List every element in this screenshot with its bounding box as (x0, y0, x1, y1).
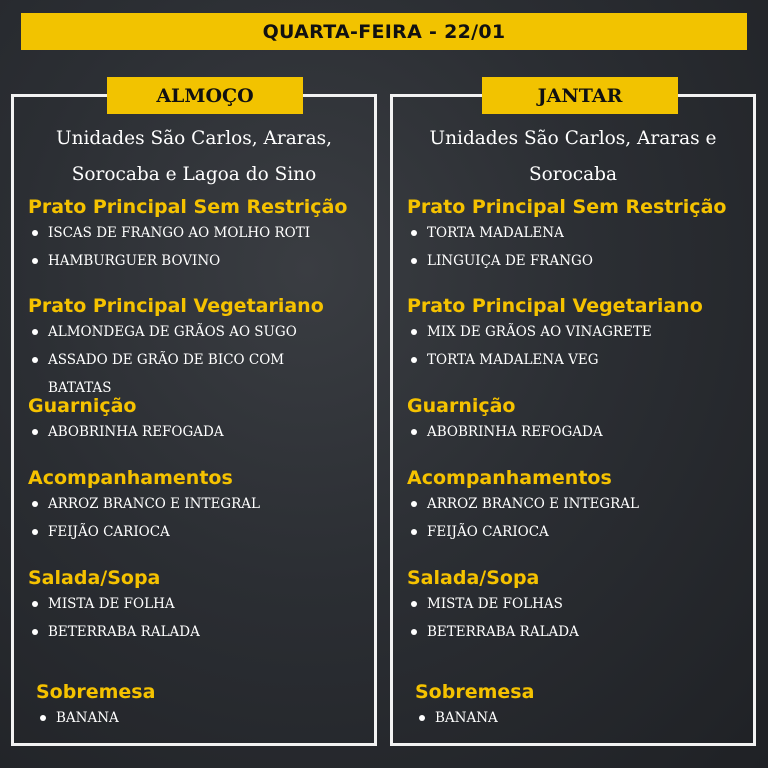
bullet-icon (32, 429, 38, 435)
dinner-section-dessert (415, 680, 747, 732)
section-title: Salada/Sopa (28, 567, 161, 589)
list-item: ISCAS DE FRANGO AO MOLHO ROTI (28, 219, 368, 247)
list-item: ARROZ BRANCO E INTEGRAL (407, 490, 747, 518)
list-item: BETERRABA RALADA (28, 618, 368, 646)
section-title: Prato Principal Vegetariano (28, 295, 324, 317)
lunch-section-veg (28, 294, 368, 402)
dinner-section-veg (407, 294, 747, 374)
dinner-section-side (407, 394, 747, 446)
section-title: Sobremesa (415, 681, 535, 703)
list-item: MISTA DE FOLHAS (407, 590, 747, 618)
bullet-icon (411, 329, 417, 335)
dinner-section-salad (407, 566, 747, 646)
bullet-icon (32, 501, 38, 507)
lunch-section-accomp (28, 466, 368, 546)
section-title: Prato Principal Sem Restrição (407, 196, 727, 218)
list-item: BANANA (415, 704, 747, 732)
bullet-icon (32, 230, 38, 236)
bullet-icon (411, 601, 417, 607)
bullet-icon (411, 357, 417, 363)
dinner-units-line2: Sorocaba (528, 164, 618, 185)
bullet-icon (32, 601, 38, 607)
dinner-tag (482, 77, 678, 114)
lunch-section-dessert (36, 680, 368, 732)
bullet-icon (32, 329, 38, 335)
bullet-icon (32, 258, 38, 264)
bullet-icon (411, 258, 417, 264)
section-title: Guarnição (28, 395, 137, 417)
date-title: QUARTA-FEIRA - 22/01 (262, 20, 506, 43)
list-item: ASSADO DE GRÃO DE BICO COM BATATAS (28, 346, 338, 402)
list-item: BANANA (36, 704, 368, 732)
list-item: HAMBURGUER BOVINO (28, 247, 368, 275)
lunch-tag (107, 77, 303, 114)
list-item: FEIJÃO CARIOCA (407, 518, 747, 546)
lunch-section-salad (28, 566, 368, 646)
list-item: ABOBRINHA REFOGADA (407, 418, 747, 446)
dinner-panel (390, 84, 756, 746)
lunch-section-side (28, 394, 368, 446)
section-title: Acompanhamentos (407, 467, 612, 489)
list-item: MISTA DE FOLHA (28, 590, 368, 618)
list-item: BETERRABA RALADA (407, 618, 747, 646)
date-header (21, 13, 747, 50)
list-item: FEIJÃO CARIOCA (28, 518, 368, 546)
bullet-icon (32, 357, 38, 363)
bullet-icon (411, 529, 417, 535)
bullet-icon (32, 629, 38, 635)
list-item: MIX DE GRÃOS AO VINAGRETE (407, 318, 747, 346)
list-item: TORTA MADALENA VEG (407, 346, 747, 374)
section-title: Salada/Sopa (407, 567, 540, 589)
section-title: Prato Principal Vegetariano (407, 295, 703, 317)
list-item: LINGUIÇA DE FRANGO (407, 247, 747, 275)
lunch-panel (11, 84, 377, 746)
lunch-units (14, 121, 374, 193)
list-item: TORTA MADALENA (407, 219, 747, 247)
bullet-icon (419, 715, 425, 721)
bullet-icon (32, 529, 38, 535)
bullet-icon (411, 230, 417, 236)
dinner-tag-label: JANTAR (537, 84, 623, 107)
section-title: Guarnição (407, 395, 516, 417)
bullet-icon (411, 629, 417, 635)
section-title: Sobremesa (36, 681, 156, 703)
section-title: Acompanhamentos (28, 467, 233, 489)
bullet-icon (411, 429, 417, 435)
lunch-section-main (28, 195, 368, 275)
dinner-units (393, 121, 753, 193)
lunch-units-line1: Unidades São Carlos, Araras, (55, 128, 332, 149)
lunch-units-line2: Sorocaba e Lagoa do Sino (71, 164, 317, 185)
dinner-section-main (407, 195, 747, 275)
list-item: ALMONDEGA DE GRÃOS AO SUGO (28, 318, 368, 346)
list-item: ARROZ BRANCO E INTEGRAL (28, 490, 368, 518)
section-title: Prato Principal Sem Restrição (28, 196, 348, 218)
dinner-units-line1: Unidades São Carlos, Araras e (429, 128, 717, 149)
bullet-icon (411, 501, 417, 507)
bullet-icon (40, 715, 46, 721)
list-item: ABOBRINHA REFOGADA (28, 418, 368, 446)
dinner-section-accomp (407, 466, 747, 546)
lunch-tag-label: ALMOÇO (156, 84, 254, 107)
